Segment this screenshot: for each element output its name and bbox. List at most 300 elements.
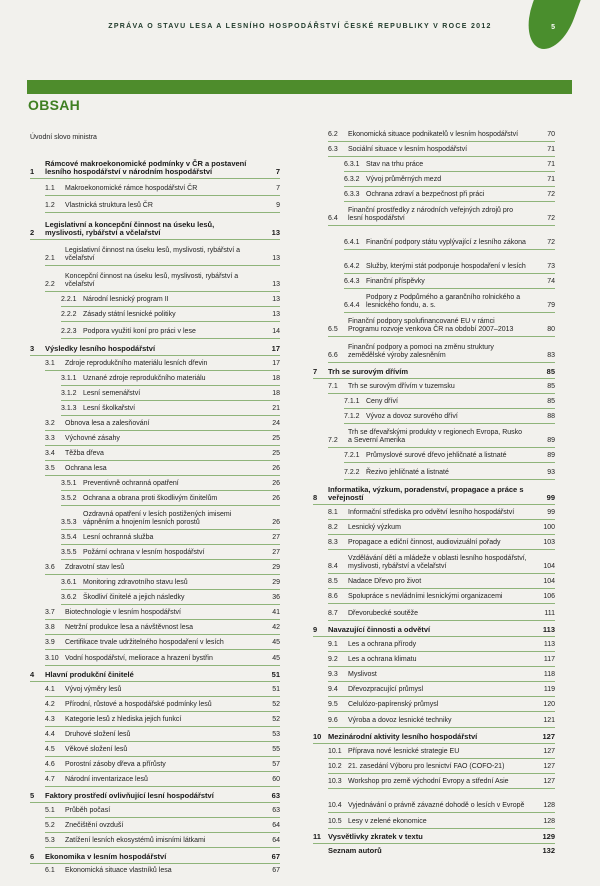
toc-entry-title: Obnova lesa a zalesňování — [65, 420, 150, 427]
toc-entry-page: 14 — [272, 328, 280, 335]
toc-entry-page: 17 — [271, 344, 280, 353]
toc-entry-title: Makroekonomické rámce hospodářství ČR — [65, 185, 198, 192]
toc-entry-title: Finanční prostředky z národních veřejných zdrojů pro lesní hospodářství — [348, 207, 513, 222]
toc-entry-title: Porostní zásoby dřeva a přírůsty — [65, 761, 166, 768]
toc-entry-title: Legislativní činnost na úseku lesů, myslivosti, rybářství a včelařství — [65, 247, 241, 262]
toc-entry — [30, 861, 280, 875]
toc-entry — [30, 237, 280, 263]
toc-entry-page: 83 — [547, 352, 555, 359]
toc-entry-title: Výsledky lesního hospodářství — [45, 344, 156, 353]
toc-entry — [30, 289, 280, 304]
toc-entry-title: Preventivně ochranná opatření — [83, 480, 179, 487]
toc-entry-title: Lesní semenářství — [83, 390, 141, 397]
toc-entry-page: 27 — [272, 549, 280, 556]
toc-entry — [30, 368, 280, 383]
toc-entry-title: Trh se surovým dřívím — [328, 367, 409, 376]
toc-entry-number: 3.2 — [45, 420, 55, 427]
toc-entry-title: Dřevozpracující průmysl — [348, 686, 424, 693]
toc-entry-title: Podpora využití koní pro práci v lese — [83, 328, 196, 335]
toc-entry — [30, 176, 280, 193]
toc-entry-number: 9.1 — [328, 641, 338, 648]
toc-entry — [313, 139, 555, 154]
toc-entry — [313, 286, 555, 310]
toc-entry-title: Přírodní, růstové a hospodářské podmínky lesů — [65, 701, 212, 708]
toc-entry — [30, 263, 280, 289]
toc-entry-number: 8.3 — [328, 539, 338, 546]
toc-entry-page: 100 — [543, 524, 555, 531]
toc-entry-number: 3 — [30, 344, 35, 353]
toc-entry-number: 3.5.1 — [61, 480, 77, 487]
toc-entry — [30, 527, 280, 542]
toc-entry — [30, 709, 280, 724]
section-title: OBSAH — [28, 97, 81, 113]
toc-entry-page: 85 — [546, 367, 555, 376]
toc-entry-number: 3.5.2 — [61, 495, 77, 502]
toc-entry-page: 24 — [272, 420, 280, 427]
toc-entry-page: 57 — [272, 761, 280, 768]
page-number: 5 — [551, 24, 555, 31]
toc-entry-title: Dřevorubecké soutěže — [348, 610, 419, 617]
toc-entry — [313, 664, 555, 679]
toc-entry-number: 3.9 — [45, 639, 55, 646]
toc-entry-title: Kategorie lesů z hlediska jejich funkcí — [65, 716, 182, 723]
toc-entry — [30, 800, 280, 815]
toc-entry-number: 3.8 — [45, 624, 55, 631]
toc-entry-page: 53 — [272, 731, 280, 738]
toc-entry-number: 5 — [30, 791, 35, 800]
toc-entry — [30, 193, 280, 210]
toc-entry-page: 71 — [547, 161, 555, 168]
toc-entry-number: 6.6 — [328, 352, 338, 359]
toc-entry-page: 7 — [275, 167, 280, 176]
toc-entry-number: 8.4 — [328, 563, 338, 570]
toc-entry-title: Zatížení lesních ekosystémů imisními látkami — [65, 837, 206, 844]
toc-entry — [30, 353, 280, 368]
toc-entry — [30, 304, 280, 319]
toc-entry-page: 7 — [276, 185, 280, 192]
toc-entry-title: Vzdělávání dětí a mládeže v oblasti lesního hospodářství, myslivosti, rybářství a včelařství — [348, 555, 527, 570]
toc-entry-page: 71 — [547, 176, 555, 183]
toc-entry — [30, 473, 280, 488]
toc-entry-title: Rámcové makroekonomické podmínky v ČR a postavení lesního hospodářství v národním hospodářství — [45, 159, 247, 176]
toc-entry-number: 5.3 — [45, 837, 55, 844]
toc-entry — [313, 247, 555, 271]
toc-entry-title: Faktory prostředí ovlivňující lesní hospodářství — [45, 791, 214, 800]
toc-entry-title: Informační střediska pro odvětví lesního hospodářství — [348, 509, 515, 516]
toc-entry-title: Finanční podpory a pomoci na změnu struktury zemědělské výroby zalesněním — [348, 344, 494, 359]
toc-entry-number: 6.3.2 — [344, 176, 360, 183]
toc-entry-title: Ochrana a obrana proti škodlivým činitelům — [83, 495, 218, 502]
toc-entry — [313, 223, 555, 247]
toc-entry — [313, 741, 555, 756]
toc-entry-title: Ochrana zdraví a bezpečnost při práci — [366, 191, 485, 198]
toc-entry-page: 29 — [272, 564, 280, 571]
toc-entry-title: Těžba dřeva — [65, 450, 104, 457]
toc-entry-title: Lesnický výzkum — [348, 524, 401, 531]
toc-entry-title: Vlastnická struktura lesů ČR — [65, 202, 153, 209]
toc-entry-title: Výchovné zásahy — [65, 435, 120, 442]
toc-entry-page: 113 — [543, 641, 555, 648]
page-header — [0, 0, 600, 70]
toc-entry — [30, 319, 280, 336]
toc-entry-number: 10 — [313, 732, 322, 741]
toc-entry-number: 3.1.1 — [61, 375, 77, 382]
toc-entry — [313, 694, 555, 709]
toc-entry-page: 121 — [543, 717, 555, 724]
toc-entry-number: 3.1.3 — [61, 405, 77, 412]
toc-entry-title: Navazující činnosti a odvětví — [328, 625, 431, 634]
toc-entry — [30, 632, 280, 647]
toc-entry-page: 60 — [272, 776, 280, 783]
toc-entry-number: 3.4 — [45, 450, 55, 457]
toc-entry-title: Finanční podpory státu vyplývající z lesního zákona — [366, 239, 526, 246]
toc-entry-number: 1.1 — [45, 185, 55, 192]
toc-entry-page: 42 — [272, 624, 280, 631]
toc-entry — [313, 826, 555, 841]
toc-entry-number: 4.3 — [45, 716, 55, 723]
toc-entry-page: 29 — [272, 579, 280, 586]
toc-entry — [30, 572, 280, 587]
toc-entry — [30, 557, 280, 572]
toc-entry — [30, 617, 280, 632]
toc-entry-title: Průmyslové surové dřevo jehličnaté a listnaté — [366, 452, 507, 459]
toc-entry-page: 127 — [543, 763, 555, 770]
toc-entry-page: 85 — [547, 398, 555, 405]
toc-entry-title: Nadace Dřevo pro život — [348, 578, 422, 585]
toc-entry — [313, 786, 555, 810]
toc-entry — [313, 601, 555, 618]
toc-entry-title: Ozdravná opatření v lesích postižených imisemi vápněním a hnojením lesních porostů — [83, 511, 232, 526]
toc-entry-page: 25 — [272, 450, 280, 457]
toc-entry-title: Vývoz a dovoz surového dříví — [366, 413, 458, 420]
toc-entry-page: 89 — [547, 452, 555, 459]
toc-entry-page: 113 — [542, 625, 555, 634]
toc-entry — [30, 383, 280, 398]
toc-entry — [30, 754, 280, 769]
toc-entry-number: 10.1 — [328, 748, 342, 755]
toc-entry-title: Vodní hospodářství, meliorace a hrazení bystřin — [65, 655, 213, 662]
toc-entry-title: Seznam autorů — [328, 846, 382, 855]
toc-entry — [313, 391, 555, 406]
toc-entry — [30, 413, 280, 428]
toc-entry-page: 111 — [544, 610, 555, 617]
toc-entry-title: Stav na trhu práce — [366, 161, 424, 168]
toc-entry-page: 72 — [547, 239, 555, 246]
toc-entry-number: 3.3 — [45, 435, 55, 442]
toc-entry-title: Les a ochrana klimatu — [348, 656, 417, 663]
toc-entry-number: 9.6 — [328, 717, 338, 724]
toc-entry-title: Mezinárodní aktivity lesního hospodářství — [328, 732, 478, 741]
toc-entry — [313, 154, 555, 169]
toc-entry-page: 119 — [543, 686, 555, 693]
toc-entry — [30, 503, 280, 527]
toc-entry — [30, 815, 280, 830]
toc-entry-number: 7.2.1 — [344, 452, 360, 459]
toc-entry-number: 2.2.3 — [61, 328, 77, 335]
toc-entry — [313, 184, 555, 199]
toc-entry-number: 7.1.2 — [344, 413, 360, 420]
toc-entry-number: 6.3 — [328, 146, 338, 153]
toc-entry — [313, 125, 555, 139]
toc-entry-number: 9.2 — [328, 656, 338, 663]
toc-entry-title: Spolupráce s nevládními lesnickými organizacemi — [348, 593, 503, 600]
toc-entry-title: Monitoring zdravotního stavu lesů — [83, 579, 188, 586]
toc-entry-title: Vývoj výměry lesů — [65, 686, 122, 693]
toc-entry-number: 4.1 — [45, 686, 55, 693]
toc-entry-number: 6.5 — [328, 326, 338, 333]
toc-entry-page: 132 — [542, 846, 555, 855]
toc-entry-number: 10.4 — [328, 802, 342, 809]
toc-entry-page: 118 — [543, 671, 555, 678]
toc-entry-page: 80 — [547, 326, 555, 333]
toc-entry-title: Celulózo-papírenský průmysl — [348, 701, 439, 708]
toc-entry — [30, 587, 280, 602]
toc-entry-page: 55 — [272, 746, 280, 753]
toc-entry — [313, 841, 555, 855]
toc-entry-title: Trh se surovým dřívím v tuzemsku — [348, 383, 455, 390]
toc-entry-number: 6.1 — [45, 867, 55, 874]
toc-entry-page: 67 — [272, 867, 280, 874]
toc-entry-title: Lesní ochranná služba — [83, 534, 154, 541]
toc-entry — [313, 199, 555, 223]
toc-entry-page: 45 — [272, 655, 280, 662]
toc-entry-page: 52 — [272, 701, 280, 708]
toc-entry — [30, 488, 280, 503]
toc-entry-title: Lesní školkařství — [83, 405, 136, 412]
toc-entry-page: 71 — [547, 146, 555, 153]
toc-entry-number: 2.2.1 — [61, 296, 77, 303]
toc-entry-number: 2.2 — [45, 281, 55, 288]
toc-entry-title: Vyjednávání o právně závazné dohodě o lesích v Evropě — [348, 802, 525, 809]
green-banner — [27, 80, 572, 94]
toc-entry-number: 6.4 — [328, 215, 338, 222]
toc-entry-number: 6.3.3 — [344, 191, 360, 198]
toc-entry-page: 26 — [272, 519, 280, 526]
toc-entry-number: 9.4 — [328, 686, 338, 693]
toc-entry-page: 129 — [542, 832, 555, 841]
toc-entry — [313, 634, 555, 649]
toc-entry-number: 10.2 — [328, 763, 342, 770]
toc-entry-title: Finanční podpory spolufinancované EU v rámci Programu rozvoje venkova ČR na období 2007–2013 — [348, 318, 514, 333]
toc-entry — [30, 694, 280, 709]
toc-entry — [313, 679, 555, 694]
toc-entry-page: 127 — [543, 748, 555, 755]
toc-entry-title: Les a ochrana přírody — [348, 641, 417, 648]
toc-entry-title: Podpory z Podpůrného a garančního rolnického a lesnického fondu, a. s. — [366, 294, 521, 309]
toc-entry-page: 13 — [271, 228, 280, 237]
toc-entry-title: Zásady státní lesnické politiky — [83, 311, 176, 318]
toc-entry-number: 8.2 — [328, 524, 338, 531]
toc-entry — [313, 271, 555, 286]
toc-entry-page: 21 — [272, 405, 280, 412]
toc-entry-page: 67 — [271, 852, 280, 861]
running-title: ZPRÁVA O STAVU LESA A LESNÍHO HOSPODÁŘSTVÍ ČESKÉ REPUBLIKY V ROCE 2012 — [108, 23, 492, 30]
toc-entry — [30, 125, 280, 142]
toc-entry — [30, 142, 280, 176]
toc-entry-number: 3.5.4 — [61, 534, 77, 541]
toc-entry-number: 8.5 — [328, 578, 338, 585]
toc-entry — [313, 709, 555, 725]
toc-entry-page: 104 — [543, 578, 555, 585]
toc-entry-page: 51 — [271, 670, 280, 679]
toc-entry — [313, 649, 555, 664]
toc-entry-title: Vysvětlivky zkratek v textu — [328, 832, 423, 841]
toc-entry-title: 21. zasedání Výboru pro lesnictví FAO (COFO-21) — [348, 763, 505, 770]
toc-entry-page: 128 — [543, 802, 555, 809]
toc-entry-title: Ekonomika v lesním hospodářství — [45, 852, 167, 861]
toc-entry-title: Workshop pro země východní Evropy a střední Asie — [348, 778, 509, 785]
toc-entry-page: 63 — [271, 791, 280, 800]
toc-entry-number: 10.3 — [328, 778, 342, 785]
toc-entry-page: 18 — [272, 375, 280, 382]
toc-entry-number: 3.10 — [45, 655, 59, 662]
toc-entry — [313, 376, 555, 391]
toc-entry-page: 99 — [547, 509, 555, 516]
toc-entry-page: 127 — [542, 732, 555, 741]
toc-entry — [313, 725, 555, 741]
toc-entry-title: Ceny dříví — [366, 398, 398, 405]
toc-entry — [313, 460, 555, 477]
toc-entry-number: 4 — [30, 670, 35, 679]
toc-entry-page: 36 — [272, 594, 280, 601]
toc-entry-page: 117 — [543, 656, 555, 663]
toc-entry-page: 89 — [547, 437, 555, 444]
toc-entry-page: 41 — [272, 609, 280, 616]
toc-entry — [313, 532, 555, 547]
toc-entry-title: Úvodní slovo ministra — [30, 134, 97, 141]
toc-entry-title: Myslivost — [348, 671, 377, 678]
toc-entry-page: 52 — [272, 716, 280, 723]
toc-entry-title: Příprava nové lesnické strategie EU — [348, 748, 460, 755]
toc-entry — [313, 586, 555, 601]
toc-entry-number: 3.1.2 — [61, 390, 77, 397]
toc-entry-title: Sociální situace v lesním hospodářství — [348, 146, 468, 153]
toc-entry-number: 7.1.1 — [344, 398, 360, 405]
toc-entry — [313, 445, 555, 460]
toc-entry-title: Druhové složení lesů — [65, 731, 131, 738]
toc-entry-number: 6.4.2 — [344, 263, 360, 270]
toc-entry — [30, 336, 280, 353]
toc-entry — [30, 724, 280, 739]
toc-entry-number: 6.4.3 — [344, 278, 360, 285]
toc-entry-number: 4.5 — [45, 746, 55, 753]
toc-entry-page: 72 — [547, 191, 555, 198]
toc-entry-number: 4.6 — [45, 761, 55, 768]
toc-entry-title: Služby, kterými stát podporuje hospodaření v lesích — [366, 263, 526, 270]
toc-entry-page: 26 — [272, 465, 280, 472]
toc-entry — [30, 830, 280, 845]
toc-entry-number: 6 — [30, 852, 35, 861]
toc-entry-title: Požární ochrana v lesním hospodářství — [83, 549, 205, 556]
toc-entry-page: 26 — [272, 480, 280, 487]
toc-entry — [313, 406, 555, 421]
toc-entry-page: 106 — [543, 593, 555, 600]
toc-entry-page: 13 — [272, 296, 280, 303]
toc-entry-number: 4.7 — [45, 776, 55, 783]
toc-entry-title: Národní inventarizace lesů — [65, 776, 148, 783]
toc-entry-page: 63 — [272, 807, 280, 814]
toc-entry — [313, 571, 555, 586]
toc-entry-number: 6.4.1 — [344, 239, 360, 246]
toc-entry-number: 1.2 — [45, 202, 55, 209]
toc-entry — [313, 810, 555, 826]
toc-entry-title: Vývoj průměrných mezd — [366, 176, 442, 183]
toc-entry-title: Národní lesnický program II — [83, 296, 169, 303]
toc-entry — [313, 502, 555, 517]
toc-entry-title: Certifikace trvale udržitelného hospodaření v lesích — [65, 639, 224, 646]
toc-entry — [30, 679, 280, 694]
toc-entry-title: Koncepční činnost na úseku lesů, myslivosti, rybářství a včelařství — [65, 273, 239, 288]
toc-entry-page: 13 — [272, 255, 280, 262]
toc-entry-number: 9.3 — [328, 671, 338, 678]
toc-entry-page: 9 — [276, 202, 280, 209]
toc-entry — [313, 547, 555, 571]
toc-entry-number: 4.2 — [45, 701, 55, 708]
toc-entry-number: 5.1 — [45, 807, 55, 814]
toc-entry-page: 93 — [547, 469, 555, 476]
toc-entry-number: 5.2 — [45, 822, 55, 829]
toc-entry-number: 4.4 — [45, 731, 55, 738]
toc-entry-number: 6.2 — [328, 131, 338, 138]
toc-entry — [313, 756, 555, 771]
toc-entry-title: Ekonomická situace vlastníků lesa — [65, 867, 172, 874]
toc-entry — [313, 517, 555, 532]
toc-entry-page: 51 — [272, 686, 280, 693]
toc-entry-page: 104 — [543, 563, 555, 570]
toc-entry-number: 3.7 — [45, 609, 55, 616]
toc-entry-number: 1 — [30, 167, 35, 176]
toc-entry-page: 64 — [272, 822, 280, 829]
toc-entry-page: 17 — [272, 360, 280, 367]
toc-entry-page: 85 — [547, 383, 555, 390]
toc-entry-number: 8.7 — [328, 610, 338, 617]
toc-entry — [30, 845, 280, 861]
toc-entry-title: Informatika, výzkum, poradenství, propagace a práce s veřejností — [328, 485, 524, 502]
toc-entry — [313, 310, 555, 334]
toc-entry — [30, 210, 280, 237]
toc-entry-page: 88 — [547, 413, 555, 420]
toc-entry-page: 127 — [543, 778, 555, 785]
toc-entry-page: 18 — [272, 390, 280, 397]
toc-entry-title: Legislativní a koncepční činnost na úseku lesů, myslivosti, rybářství a včelařství — [45, 220, 215, 237]
toc-entry — [30, 739, 280, 754]
toc-entry — [30, 784, 280, 800]
toc-entry-number: 7.2 — [328, 437, 338, 444]
toc-entry-page: 25 — [272, 435, 280, 442]
toc-entry-number: 10.5 — [328, 818, 342, 825]
toc-left-column — [30, 125, 280, 875]
toc-entry-page: 99 — [546, 493, 555, 502]
toc-entry-page: 120 — [543, 701, 555, 708]
toc-entry-number: 2 — [30, 228, 35, 237]
toc-entry — [30, 443, 280, 458]
toc-entry-title: Propagace a ediční činnost, audiovizuální pořady — [348, 539, 501, 546]
toc-entry-title: Řezivo jehličnaté a listnaté — [366, 469, 449, 476]
toc-entry — [313, 169, 555, 184]
toc-entry-title: Biotechnologie v lesním hospodářství — [65, 609, 181, 616]
toc-entry-title: Trh se dřevařskými produkty v regionech Evropa, Rusko a Severní Amerika — [348, 429, 523, 444]
toc-entry — [313, 771, 555, 786]
toc-entry-number: 8.1 — [328, 509, 338, 516]
toc-entry-number: 7.1 — [328, 383, 338, 390]
toc-entry-number: 9 — [313, 625, 318, 634]
toc-entry-number: 8.6 — [328, 593, 338, 600]
toc-entry-page: 73 — [547, 263, 555, 270]
toc-entry-page: 26 — [272, 495, 280, 502]
toc-entry-number: 3.6.2 — [61, 594, 77, 601]
toc-entry-title: Zdroje reprodukčního materiálu lesních dřevin — [65, 360, 208, 367]
toc-entry-title: Hlavní produkční činitelé — [45, 670, 134, 679]
